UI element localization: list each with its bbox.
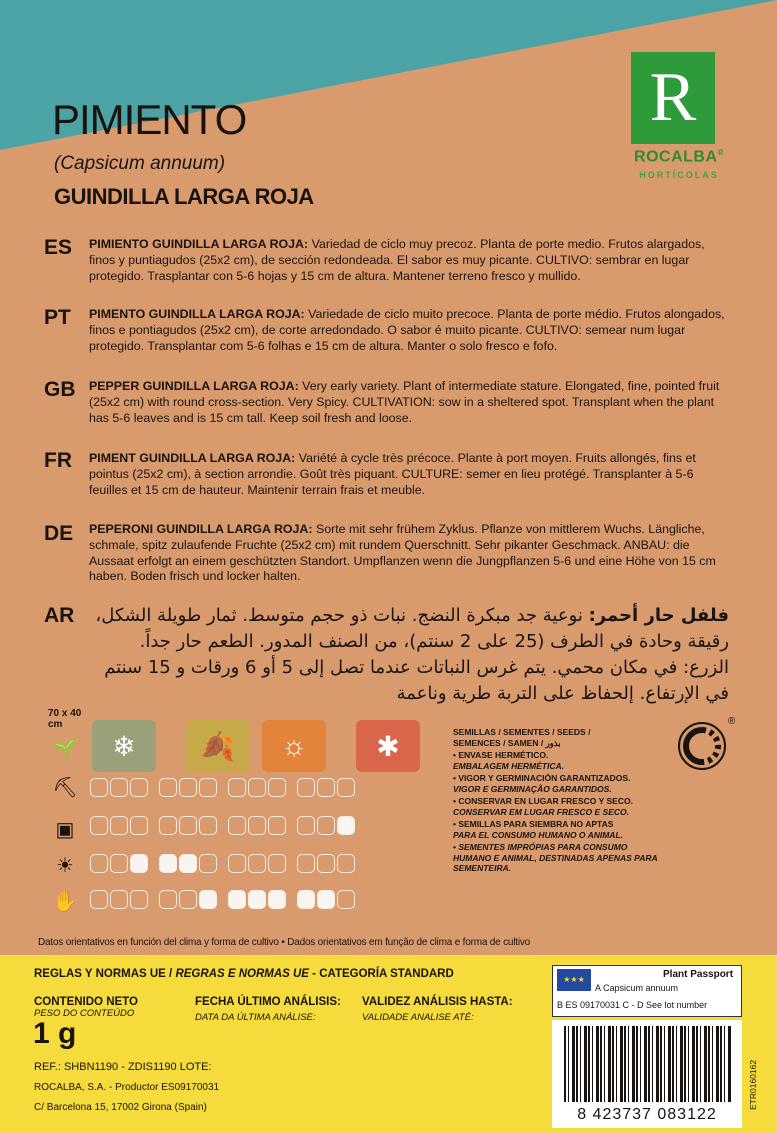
passport-codes: B ES 09170031 C - D See lot number: [557, 1000, 708, 1010]
calendar-cell: [268, 816, 286, 835]
analysis-date-label-pt: DATA DA ÚLTIMA ANÁLISE:: [195, 1012, 316, 1023]
calendar-season-group: [297, 854, 355, 873]
scientific-name: (Capsicum annuum): [54, 153, 226, 174]
seed-heading-2: SEMENCES / SAMEN / بذور: [453, 737, 561, 748]
calendar-cell: [90, 778, 108, 797]
logo-letter: R: [649, 59, 697, 136]
calendar-cell: [248, 890, 266, 909]
calendar-cell: [90, 854, 108, 873]
calendar-cell: [317, 854, 335, 873]
registered-mark: ®: [728, 716, 736, 727]
description-es: PIMIENTO GUINDILLA LARGA ROJA: Variedad de ciclo muy precoz. Planta de porte medio. Frutos alargados, finos y puntiagudos (25x2 cm), de sección redondeada. El sabor es muy picante. CULTIVO: sembrar en lugar protegido. Trasplantar con 5-6 hojas y 15 cm de altura. Mantener terreno fresco y mullido.: [89, 237, 705, 283]
plant-passport: [552, 965, 742, 1017]
calendar-cell: [268, 890, 286, 909]
calendar-cell: [297, 816, 315, 835]
transplant-icon: ☀: [56, 855, 74, 877]
calendar-cell: [179, 778, 197, 797]
producer: ROCALBA, S.A. - Productor ES09170031: [34, 1082, 220, 1093]
logo-tagline: HORTÍCOLAS: [639, 170, 719, 180]
calendar-cell: [110, 778, 128, 797]
eu-rules: REGLAS Y NORMAS UE / REGRAS E NORMAS UE - CATEGORÍA STANDARD: [34, 968, 454, 980]
calendar-season-group: [159, 854, 217, 873]
calendar-cell: [110, 816, 128, 835]
description-gb: PEPPER GUINDILLA LARGA ROJA: Very early variety. Plant of intermediate stature. Elongated, fine, pointed fruit (25x2 cm) with round cross-section. Very Spicy. CULTIVATION: sow in a sheltered spot. Transplant when the plant has 5-6 leaves and is 15 cm tall. Keep soil fresh and loose.: [89, 379, 720, 425]
calendar-season-group: [228, 854, 286, 873]
lang-code-es: ES: [44, 236, 73, 259]
content-label-pt: PESO DO CONTEÚDO: [34, 1008, 135, 1019]
calendar-cell: [337, 816, 355, 835]
calendar-cell: [199, 890, 217, 909]
rocalba-logo: [618, 52, 740, 187]
lang-code-gb: GB: [44, 378, 76, 401]
lang-code-de: DE: [44, 522, 74, 545]
logo-name: ROCALBA®: [634, 148, 724, 166]
sow-direct-icon: ⛏: [52, 777, 78, 799]
content-label: CONTENIDO NETO: [34, 996, 138, 1008]
calendar-cell: [179, 890, 197, 909]
calendar-cell: [248, 854, 266, 873]
calendar-season-group: [159, 778, 217, 797]
passport-species: A Capsicum annuum: [595, 983, 679, 993]
net-weight: 1 g: [33, 1017, 77, 1050]
calendar-season-group: [90, 854, 148, 873]
sow-protected-icon: ▣: [55, 819, 75, 841]
calendar-row-transplant: [90, 854, 364, 873]
calendar-cell: [179, 816, 197, 835]
calendar-cell: [199, 854, 217, 873]
calendar-cell: [248, 816, 266, 835]
calendar-cell: [130, 816, 148, 835]
calendar-cell: [159, 778, 177, 797]
calendar-cell: [110, 854, 128, 873]
orientation-note: Datos orientativos en función del clima y forma de cultivo • Dados orientativos em função de clima e forma de cultivo: [38, 937, 531, 948]
calendar-cell: [199, 778, 217, 797]
calendar-season-group: [90, 816, 148, 835]
vertical-code: ETR0160162: [748, 1059, 758, 1110]
calendar-cell: [337, 778, 355, 797]
calendar-cell: [130, 890, 148, 909]
seed-item: • ENVASE HERMÉTICO. EMBALAGEM HERMÉTICA.: [453, 750, 564, 771]
description-pt: PIMENTO GUINDILLA LARGA ROJA: Variedade de ciclo muito precoce. Planta de porte médio. Frutos alongados, finos e pontiagudos (25x2 cm), de corte arredondado. O sabor é muito picante. CULTIVO: semear num lugar protegido. Transplantar com 5-6 folhas e 15 cm de altura. Manter o solo fresco e fofo.: [89, 307, 725, 353]
calendar-season-group: [228, 778, 286, 797]
passport-title: Plant Passport: [663, 969, 734, 980]
lang-code-ar: AR: [44, 604, 75, 627]
calendar-cell: [337, 854, 355, 873]
calendar-cell: [297, 890, 315, 909]
calendar-row-sow-direct: [90, 778, 364, 797]
calendar-cell: [199, 816, 217, 835]
calendar-cell: [130, 854, 148, 873]
calendar-season-group: [228, 816, 286, 835]
validity-label: VALIDEZ ANÁLISIS HASTA:: [362, 996, 513, 1008]
winter-icon: ❄: [92, 720, 156, 772]
calendar-season-group: [159, 816, 217, 835]
validity-label-pt: VALIDADE ANALISE ATÉ:: [362, 1012, 474, 1023]
barcode: [552, 1020, 742, 1128]
calendar-cell: [228, 778, 246, 797]
calendar-cell: [268, 778, 286, 797]
seed-item: • SEMILLAS PARA SIEMBRA NO APTAS PARA EL CONSUMO HUMANO O ANIMAL.: [453, 819, 623, 840]
calendar-season-group: [297, 816, 355, 835]
calendar-cell: [90, 816, 108, 835]
calendar-cell: [317, 778, 335, 797]
calendar-cell: [110, 890, 128, 909]
calendar-cell: [90, 890, 108, 909]
reference: REF.: SHBN1190 - ZDIS1190 LOTE:: [34, 1061, 212, 1073]
calendar-season-group: [297, 890, 355, 909]
calendar-cell: [228, 854, 246, 873]
calendar-row-harvest: [90, 890, 364, 909]
lang-code-pt: PT: [44, 306, 71, 329]
seed-item: • CONSERVAR EN LUGAR FRESCO Y SECO. CONSERVAR EM LUGAR FRESCO E SECO.: [453, 796, 633, 817]
calendar-cell: [337, 890, 355, 909]
analysis-date-label: FECHA ÚLTIMO ANÁLISIS:: [195, 996, 341, 1008]
seed-heading: SEMILLAS / SEMENTES / SEEDS /: [453, 727, 591, 737]
harvest-icon: ✋: [52, 891, 78, 913]
calendar-cell: [268, 854, 286, 873]
calendar-cell: [159, 816, 177, 835]
cultivation-calendar: [40, 708, 450, 930]
calendar-cell: [159, 854, 177, 873]
calendar-cell: [179, 854, 197, 873]
calendar-cell: [228, 816, 246, 835]
calendar-season-group: [297, 778, 355, 797]
seed-item: • VIGOR Y GERMINACIÓN GARANTIZADOS. VIGOR E GERMINAÇÃO GARANTIDOS.: [453, 773, 631, 794]
eu-flag-icon: ★★★: [557, 969, 591, 991]
seed-info: [453, 727, 663, 874]
calendar-cell: [159, 890, 177, 909]
calendar-season-group: [159, 890, 217, 909]
spring-maple-icon: ✱: [356, 720, 420, 772]
calendar-season-group: [90, 890, 148, 909]
autumn-leaf-icon: 🍂: [186, 720, 250, 772]
product-title: PIMIENTO: [52, 96, 247, 143]
calendar-cell: [130, 778, 148, 797]
calendar-cell: [317, 816, 335, 835]
calendar-cell: [297, 778, 315, 797]
description-fr: PIMENT GUINDILLA LARGA ROJA: Variété à cycle très précoce. Plante à port moyen. Fruits allongés, fins et pointus (25x2 cm), à section arrondie. Goût très piquant. CULTURE: semer en lieu protégé. Transplanter à 5-6 feuilles et 15 cm de hauteur. Maintenir terrain frais et meuble.: [89, 451, 696, 497]
calendar-row-sow-protected: [90, 816, 364, 835]
calendar-season-group: [90, 778, 148, 797]
barcode-number: 8 423737 083122: [577, 1106, 717, 1123]
barcode-bars: [564, 1026, 732, 1102]
spacing-plants-icon: 🌱: [52, 739, 78, 761]
calendar-cell: [228, 890, 246, 909]
spacing-label: 70 x 40 cm: [48, 708, 82, 730]
calendar-cell: [248, 778, 266, 797]
address: C/ Barcelona 15, 17002 Girona (Spain): [34, 1102, 207, 1113]
calendar-season-group: [228, 890, 286, 909]
calendar-cell: [317, 890, 335, 909]
description-de: PEPERONI GUINDILLA LARGA ROJA: Sorte mit sehr frühem Zyklus. Pflanze von mittlerem Wuchs. Längliche, schmale, spitz zulaufende Fruchte (25x2 cm) mit rundem Querschnitt. Sehr pikanter Geschmack. ANBAU: die Aussaat erfolgt an einem geschützten Standort. Umpflanzen wenn die Jungpflanzen 5-6 und eine Höhe von 15 cm haben. Boden frisch und locker halten.: [89, 522, 716, 584]
calendar-cell: [297, 854, 315, 873]
summer-sun-icon: ☼: [262, 720, 326, 772]
variety-name: GUINDILLA LARGA ROJA: [54, 184, 314, 209]
description-ar: فلفل حار أحمر: نوعية جد مبكرة النضج. نبات ذو حجم متوسط. ثمار طويلة الشكل، رقيقة وحادة في الطرف (25 على 2 سنتم)، من الصنف المدور. الطعم حار جداً. الزرع: في مكان محمي. يتم غرس النباتات عندما تصل إلى 5 أو 6 ورقات و 15 سنتم في الإرتفاع. إلحفاظ على التربة طرية وناعمة: [95, 605, 729, 704]
seed-item: • SEMENTES IMPRÓPIAS PARA CONSUMO HUMANO E ANIMAL, DESTINADAS APENAS PARA SEMENTEIRA.: [453, 842, 658, 873]
lang-code-fr: FR: [44, 449, 72, 472]
green-dot-recycling-icon: [678, 722, 726, 770]
